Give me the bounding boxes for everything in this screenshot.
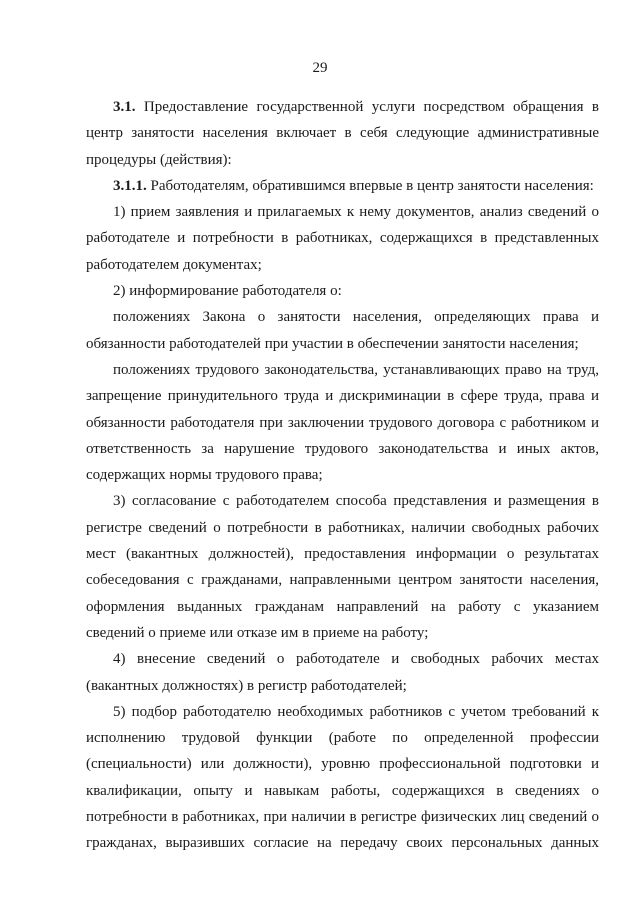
paragraph-3-1 bbox=[86, 94, 599, 173]
paragraph-item-1: 1) прием заявления и прилагаемых к нему документов, анализ сведений о работодателе и потребности в работниках, содержащихся в представленных работодателем документах; bbox=[86, 204, 599, 273]
paragraph-item-2: 2) информирование работодателя о: bbox=[113, 283, 342, 300]
paragraph-item-3: 3) согласование с работодателем способа представления и размещения в регистре сведений о потребности в работниках, наличии свободных рабочих мест (вакантных должностей), предоставления информации о результатах собеседования с гражданами, направленными центром занятости населения, оформления выданных гражданам направлений на работу с указанием сведений о приеме или отказе им в приеме на работу; bbox=[86, 493, 599, 641]
paragraph-law-provisions: положениях Закона о занятости населения, определяющих права и обязанности работодателей при участии в обеспечении занятости населения; bbox=[86, 309, 599, 352]
paragraph-text: Предоставление государственной услуги посредством обращения в центр занятости населения включает в себя следующие административные процедуры (действия): bbox=[86, 99, 599, 168]
paragraph-labor-law-provisions: положениях трудового законодательства, устанавливающих право на труд, запрещение принудительного труда и дискриминации в сфере труда, права и обязанности работодателя при заключении трудового договора с работником и ответственность за нарушение трудового законодательства и иных актов, содержащих нормы трудового права; bbox=[86, 361, 599, 484]
paragraph-item-5: 5) подбор работодателю необходимых работников с учетом требований к исполнению трудовой функции (работе по определенной профессии (специальности) или должности), уровню профессиональной подготовки и квалификации, опыту и навыкам работы, содержащихся в сведениях о потребности в работниках, при наличии в регистре физических лиц сведений о гражданах, выразивших согласие на передачу своих персональных данных bbox=[86, 703, 599, 852]
page-number: 29 bbox=[312, 60, 328, 76]
paragraph-item-4: 4) внесение сведений о работодателе и свободных рабочих местах (вакантных должностях) в регистр работодателей; bbox=[86, 651, 599, 694]
document-body bbox=[86, 94, 599, 857]
paragraph-text: Работодателям, обратившимся впервые в центр занятости населения: bbox=[146, 177, 594, 194]
section-number: 3.1. bbox=[113, 99, 136, 115]
paragraph-3-1-1 bbox=[86, 173, 599, 199]
section-number: 3.1.1. bbox=[113, 177, 147, 194]
